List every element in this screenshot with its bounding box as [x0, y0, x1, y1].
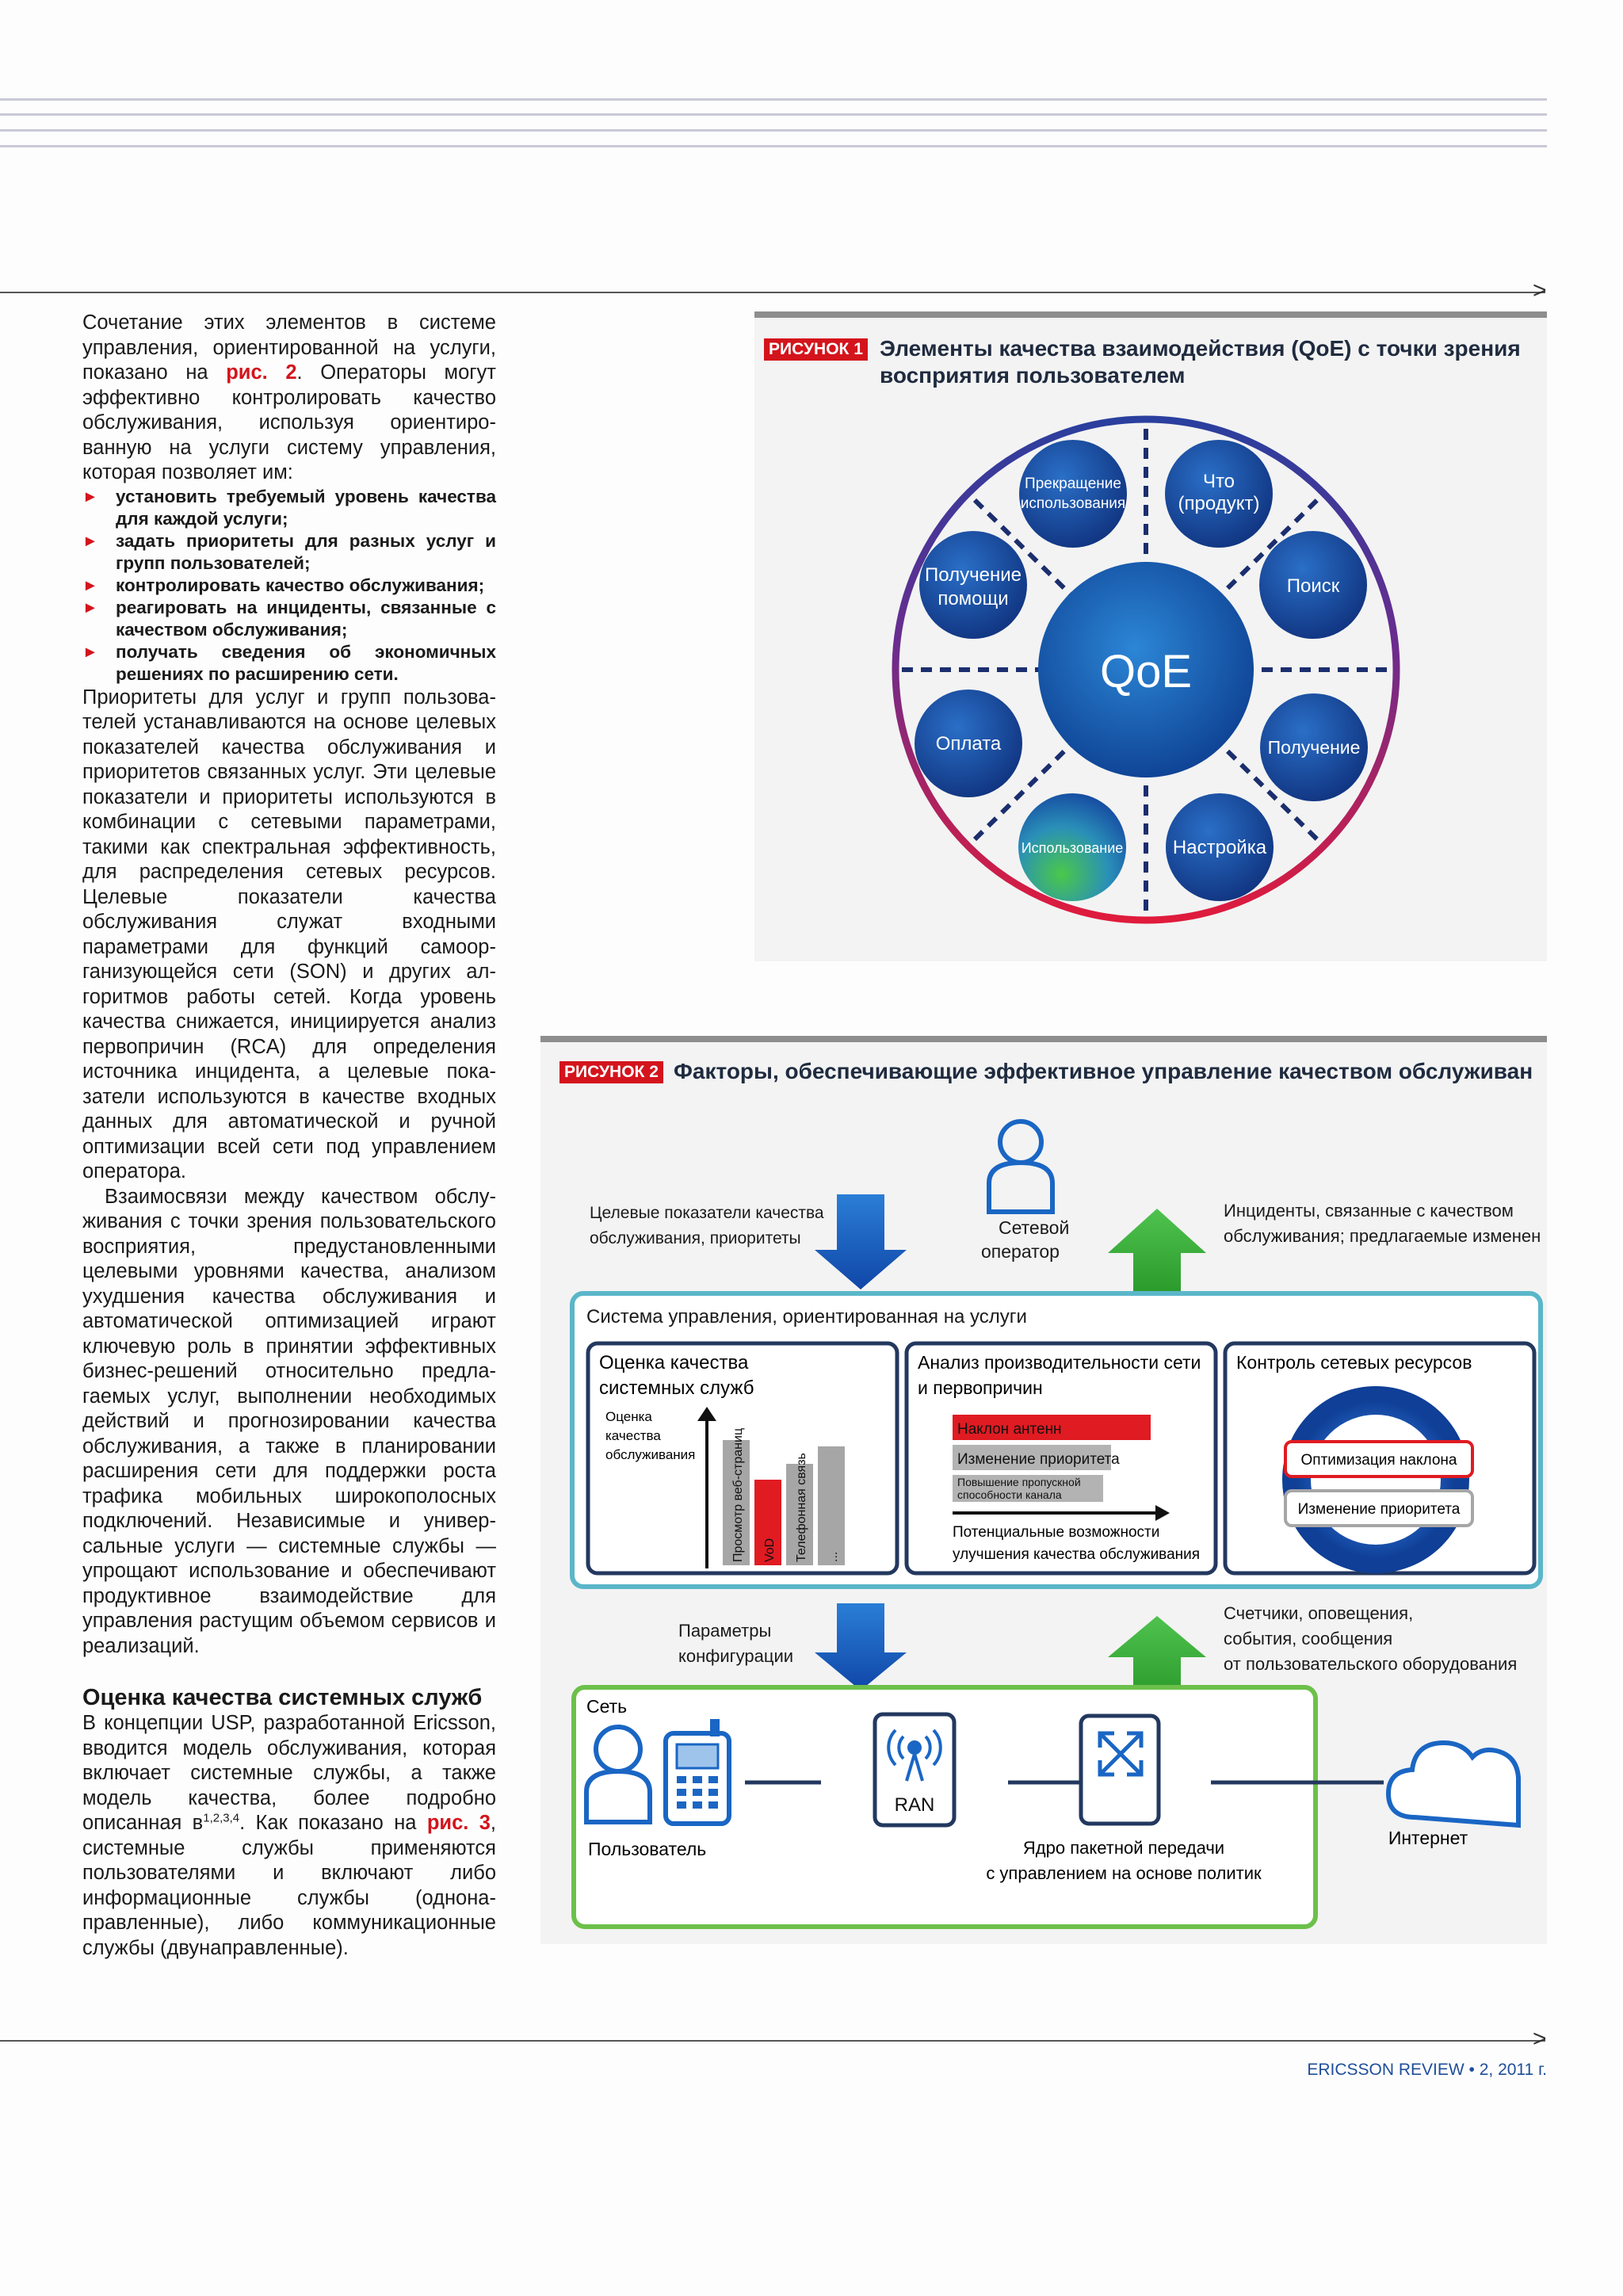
bar-label: ... — [827, 1551, 840, 1562]
axis-label: обслуживания — [605, 1447, 696, 1462]
top-divider — [0, 292, 1545, 293]
up-arrow-icon — [1108, 1209, 1206, 1294]
panel-title: и первопричин — [918, 1377, 1043, 1398]
list-item: ► реагировать на инциденты, связанные с качеством обслуживания; — [82, 597, 496, 640]
mobile-phone-icon — [666, 1719, 729, 1824]
section-heading: Оценка качества системных служб — [82, 1685, 483, 1710]
chevron-right-icon: > — [1533, 2026, 1547, 2052]
figure-ref-link[interactable]: рис. 2 — [226, 361, 297, 384]
header-rule — [0, 113, 1547, 116]
counters-label: Счетчики, оповещения, — [1224, 1603, 1414, 1623]
article-column — [82, 311, 496, 1961]
qoe-diagram — [754, 311, 1547, 961]
targets-label: Целевые показатели качества — [590, 1204, 824, 1222]
figure-title: Элементы качества взаимодействия (QoE) с точки зрения — [880, 336, 1521, 361]
qoe-node-label: Оплата — [935, 733, 1002, 755]
figure-tag: РИСУНОК 1 — [764, 338, 868, 361]
cloud-icon — [1388, 1743, 1518, 1825]
paragraph: В концепции USP, разработанной Ericsson, вводится модель обслуживания, которая включает системные службы, а также модель качества, более подробно описанная $в^{1,2,3,4}$. Как показано на рис. 3, системные службы применяются пользователями и включают либо информационные службы (однонаправленные), либо коммуникационные службы (двунаправленные). — [82, 1712, 496, 1959]
qoe-node-label: Что — [1202, 471, 1235, 492]
bar-more — [818, 1446, 845, 1565]
qoe-node-label: помощи — [938, 588, 1009, 609]
operator-person-icon — [989, 1121, 1052, 1212]
rca-footer: Потенциальные возможности — [953, 1524, 1160, 1541]
qoe-node-label: Получение — [925, 564, 1022, 586]
operator-label: Сетевой — [999, 1217, 1070, 1238]
triangle-bullet-icon: ► — [82, 532, 98, 550]
core-label: Ядро пакетной передачи — [1022, 1838, 1225, 1858]
core-box — [1081, 1716, 1159, 1824]
panel-title: Контроль сетевых ресурсов — [1236, 1352, 1472, 1373]
paragraph: Приоритеты для услуг и групп пользователей устанавливаются на основе целевых показателей качества обслуживания и приоритетов связанных услуг. Эти целевые показатели и приоритеты используются в комбинации с сетевыми параметрами, такими как спектральная эффективность, для распределения сетевых ресурсов. Целевые показатели качества обслуживания служат входными параметрами для функций самоорганизующейся сети (SON) и других алгоритмов работы сетей. Когда уровень качества снижается, инициируется анализ первопричин (RCA) для определения источника инцидента, а целевые показатели используются в качестве входных данных для автоматической и ручной оптимизации всей сети под управлением оператора. — [82, 686, 496, 1182]
qoe-node-label: Получение — [1267, 737, 1361, 758]
bottom-divider — [0, 2040, 1545, 2042]
list-item: ► получать сведения об экономичных решениях по расширению сети. — [82, 641, 496, 684]
header-rule — [0, 129, 1547, 132]
down-arrow-icon — [815, 1194, 907, 1289]
qoe-node-label: (продукт) — [1178, 493, 1260, 514]
management-diagram — [540, 1036, 1547, 1944]
list-item: ► контролировать качество обслуживания; — [82, 575, 485, 595]
internet-label: Интернет — [1388, 1828, 1468, 1848]
config-label: Параметры — [678, 1621, 772, 1641]
qoe-node-label: Поиск — [1286, 575, 1340, 597]
figure-tag: РИСУНОК 2 — [559, 1061, 663, 1083]
down-arrow-icon — [815, 1603, 907, 1690]
triangle-bullet-icon: ► — [82, 576, 98, 594]
figure-title: восприятия пользователем — [880, 363, 1186, 388]
figure-2 — [540, 1036, 1547, 1944]
ctrl-label: Изменение приоритета — [1297, 1501, 1461, 1518]
header-rule — [0, 145, 1547, 147]
qoe-node-label: Настройка — [1172, 837, 1267, 858]
rca-label: Наклон антенн — [957, 1421, 1062, 1438]
qoe-node-label: Прекращение — [1025, 476, 1121, 492]
bullet-list — [82, 486, 496, 686]
operator-label: оператор — [981, 1241, 1060, 1262]
counters-label: от пользовательского оборудования — [1224, 1654, 1518, 1674]
qoe-node-label: Использование — [1021, 840, 1124, 856]
figure-title: Факторы, обеспечивающие эффективное управление качеством обслуживан — [674, 1059, 1533, 1083]
list-item: ► задать приоритеты для разных услуг и групп пользователей; — [82, 530, 496, 573]
bar-label: Телефонная связь — [795, 1453, 808, 1562]
axis-label: Оценка — [605, 1409, 652, 1424]
rca-label: Изменение приоритета — [957, 1451, 1120, 1468]
user-label: Пользователь — [588, 1839, 707, 1859]
rca-label: способности канала — [957, 1488, 1062, 1501]
incidents-label: Инциденты, связанные с качеством — [1224, 1201, 1514, 1221]
page-footer: ERICSSON REVIEW • 2, 2011 г. — [1307, 2061, 1547, 2079]
network-title: Сеть — [586, 1696, 628, 1717]
bar-label: Просмотр веб-страниц — [731, 1427, 745, 1562]
triangle-bullet-icon: ► — [82, 487, 98, 506]
panel-title: Оценка качества — [599, 1352, 749, 1373]
bar-label: VoD — [763, 1538, 777, 1562]
qoe-node-stop — [1019, 440, 1127, 548]
triangle-bullet-icon: ► — [82, 643, 98, 661]
chevron-right-icon: > — [1533, 277, 1547, 304]
qoe-node-label: использования — [1020, 495, 1126, 512]
header-rule — [0, 98, 1547, 101]
ran-label: RAN — [894, 1794, 935, 1816]
ctrl-label: Оптимизация наклона — [1300, 1452, 1457, 1469]
panel-title: системных служб — [599, 1377, 754, 1399]
rca-footer: улучшения качества обслуживания — [953, 1546, 1201, 1563]
system-title: Система управления, ориентированная на услуги — [586, 1306, 1027, 1328]
rca-label: Повышение пропускной — [957, 1476, 1081, 1488]
config-label: конфигурации — [678, 1646, 794, 1666]
figure-ref-link[interactable]: рис. 3 — [426, 1812, 491, 1834]
panel-title: Анализ производительности сети — [918, 1352, 1201, 1373]
list-item: ► установить требуемый уровень качества для каждой услуги; — [82, 486, 496, 529]
figure-1 — [754, 311, 1547, 961]
core-label: с управлением на основе политик — [986, 1863, 1262, 1883]
axis-label: качества — [605, 1428, 661, 1443]
triangle-bullet-icon: ► — [82, 598, 98, 617]
counters-label: события, сообщения — [1224, 1629, 1393, 1648]
paragraph: Сочетание этих элементов в системе управления, ориентированной на услуги, показано на рис. 2. Операторы могут эффективно контролировать качество обслуживания, используя ориентированную на услуги систему управления, которая позволяет им: — [82, 311, 496, 483]
targets-label: обслуживания, приоритеты — [590, 1229, 801, 1247]
incidents-label: обслуживания; предлагаемые изменен — [1224, 1226, 1541, 1246]
qoe-center-label: QoE — [1099, 646, 1193, 697]
paragraph: Взаимосвязи между качеством обслуживания с точки зрения пользовательского восприятия, предустановленными целевыми уровнями качества, анализом ухудшения качества обслуживания и автоматической оптимизацией играют ключевую роль в принятии эффективных бизнес-решений относительно предлагаемых услуг, выполнении необходимых действий и прогнозировании качества обслуживания, а также в планировании расширения сети для поддержки роста трафика мобильных широкополосных подключений. Независимые и универсальные услуги — системные службы — упрощают использование и обеспечивают продуктивное взаимодействие для управления растущим объемом сервисов и реализаций. — [82, 1185, 496, 1657]
ran-box — [875, 1714, 954, 1825]
